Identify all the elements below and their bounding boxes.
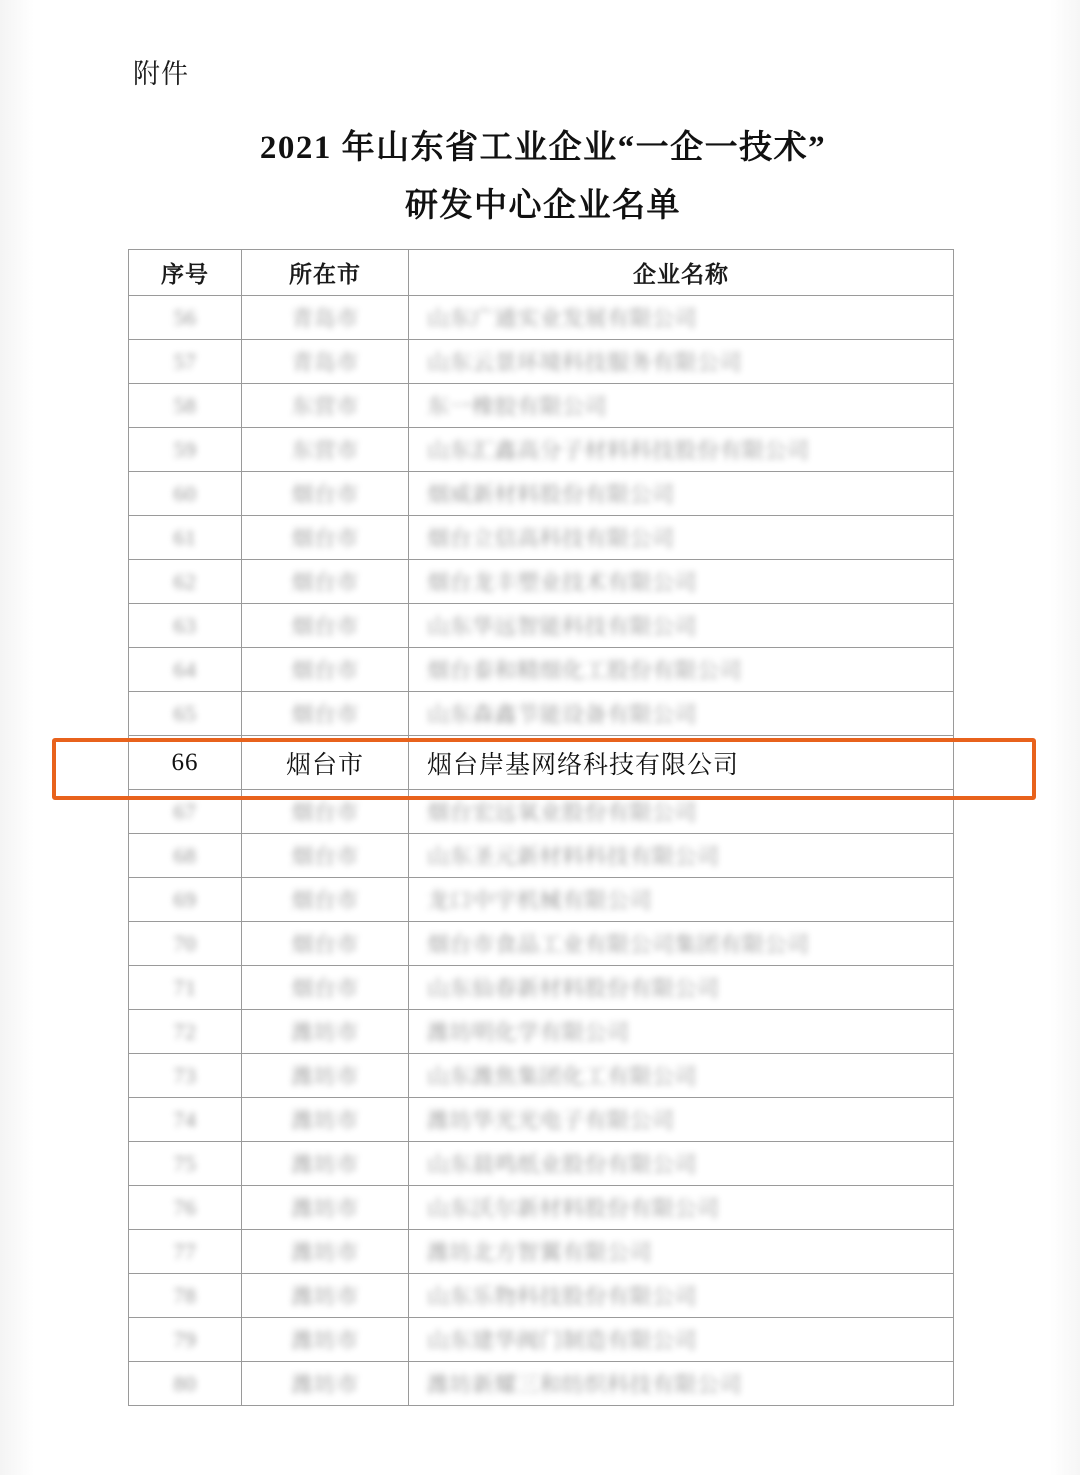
table-row [129,428,954,472]
cell-no: 67 [129,790,242,834]
table-row [129,516,954,560]
cell-no: 60 [129,472,242,516]
cell-no: 66 [129,736,242,790]
cell-city: 烟台市 [242,790,409,834]
cell-name: 山东汇鑫高分子材料科技股份有限公司 [409,428,954,472]
cell-name: 烟台龙丰塑业技术有限公司 [409,560,954,604]
cell-city: 潍坊市 [242,1318,409,1362]
table-row [129,648,954,692]
cell-no: 62 [129,560,242,604]
cell-name: 山东圣元新材料科技有限公司 [409,834,954,878]
cell-no: 79 [129,1318,242,1362]
cell-no: 78 [129,1274,242,1318]
cell-city: 潍坊市 [242,1362,409,1406]
cell-no: 71 [129,966,242,1010]
page-title [133,120,953,236]
cell-city: 潍坊市 [242,1010,409,1054]
scan-edge-left [0,0,34,1475]
cell-city: 烟台市 [242,604,409,648]
table-row [129,1098,954,1142]
cell-name: 潍坊北方智翼有限公司 [409,1230,954,1274]
cell-name: 潍坊明化学有限公司 [409,1010,954,1054]
table-row [129,296,954,340]
cell-name: 山东云景环境科技服务有限公司 [409,340,954,384]
cell-no: 59 [129,428,242,472]
cell-name: 烟台宏远氧业股份有限公司 [409,790,954,834]
cell-no: 68 [129,834,242,878]
table-row [129,1010,954,1054]
cell-no: 57 [129,340,242,384]
table-row [129,834,954,878]
cell-city: 烟台市 [242,736,409,790]
cell-city: 烟台市 [242,648,409,692]
table-header-row [129,250,954,296]
table-row [129,878,954,922]
cell-city: 东营市 [242,384,409,428]
cell-no: 76 [129,1186,242,1230]
cell-name: 潍坊华光光电子有限公司 [409,1098,954,1142]
table-row [129,1054,954,1098]
cell-city: 烟台市 [242,472,409,516]
cell-city: 潍坊市 [242,1230,409,1274]
cell-no: 77 [129,1230,242,1274]
table-row [129,1318,954,1362]
cell-city: 烟台市 [242,560,409,604]
company-list-table-wrapper [128,249,953,1406]
cell-no: 61 [129,516,242,560]
cell-no: 75 [129,1142,242,1186]
cell-name: 山东广通实业发展有限公司 [409,296,954,340]
cell-name: 山东潍焦集团化工有限公司 [409,1054,954,1098]
cell-no: 80 [129,1362,242,1406]
cell-no: 58 [129,384,242,428]
cell-city: 烟台市 [242,834,409,878]
cell-city: 烟台市 [242,692,409,736]
cell-name: 山东仙春新材料股份有限公司 [409,966,954,1010]
cell-name: 山东沃尔新材料股份有限公司 [409,1186,954,1230]
cell-name: 烟台立信高科技有限公司 [409,516,954,560]
table-row [129,1274,954,1318]
table-row [129,472,954,516]
table-row [129,1142,954,1186]
cell-city: 烟台市 [242,878,409,922]
column-header-name: 企业名称 [409,250,954,296]
cell-city: 潍坊市 [242,1142,409,1186]
company-list-table [128,249,954,1406]
cell-name: 烟台泰和精细化工股份有限公司 [409,648,954,692]
table-body [129,296,954,1406]
column-header-no: 序号 [129,250,242,296]
cell-no: 56 [129,296,242,340]
cell-name: 烟台岸基网络科技有限公司 [409,736,954,790]
column-header-city: 所在市 [242,250,409,296]
table-row [129,692,954,736]
cell-no: 65 [129,692,242,736]
table-row [129,604,954,648]
table-row [129,1362,954,1406]
table-row-highlighted [129,736,954,790]
cell-city: 青岛市 [242,296,409,340]
cell-no: 74 [129,1098,242,1142]
cell-city: 烟台市 [242,922,409,966]
table-row [129,922,954,966]
cell-no: 69 [129,878,242,922]
cell-name: 烟台市食品工业有限公司集团有限公司 [409,922,954,966]
cell-city: 潍坊市 [242,1186,409,1230]
table-row [129,790,954,834]
table-row [129,560,954,604]
cell-city: 潍坊市 [242,1098,409,1142]
cell-no: 63 [129,604,242,648]
table-row [129,1186,954,1230]
cell-name: 山东晨鸣纸业股份有限公司 [409,1142,954,1186]
table-row [129,384,954,428]
page-title-line-1: 2021 年山东省工业企业“一企一技术” [259,130,827,166]
cell-name: 山东乐物科技股份有限公司 [409,1274,954,1318]
cell-name: 烟威新材料股份有限公司 [409,472,954,516]
cell-city: 东营市 [242,428,409,472]
cell-city: 潍坊市 [242,1274,409,1318]
cell-city: 青岛市 [242,340,409,384]
cell-no: 73 [129,1054,242,1098]
cell-city: 潍坊市 [242,1054,409,1098]
table-row [129,966,954,1010]
attachment-label: 附件 [133,59,189,89]
cell-name: 山东建华阀门制造有限公司 [409,1318,954,1362]
cell-name: 东一橡胶有限公司 [409,384,954,428]
cell-name: 潍坊新耀三和纺织科技有限公司 [409,1362,954,1406]
cell-no: 64 [129,648,242,692]
cell-name: 龙口中宇机械有限公司 [409,878,954,922]
cell-name: 山东华远智能科技有限公司 [409,604,954,648]
cell-no: 70 [129,922,242,966]
scan-edge-right [1050,0,1080,1475]
cell-name: 山东森鑫节能设备有限公司 [409,692,954,736]
cell-no: 72 [129,1010,242,1054]
table-row [129,1230,954,1274]
cell-city: 烟台市 [242,966,409,1010]
page-title-line-2: 研发中心企业名单 [405,187,681,224]
cell-city: 烟台市 [242,516,409,560]
table-header [129,250,954,296]
table-row [129,340,954,384]
